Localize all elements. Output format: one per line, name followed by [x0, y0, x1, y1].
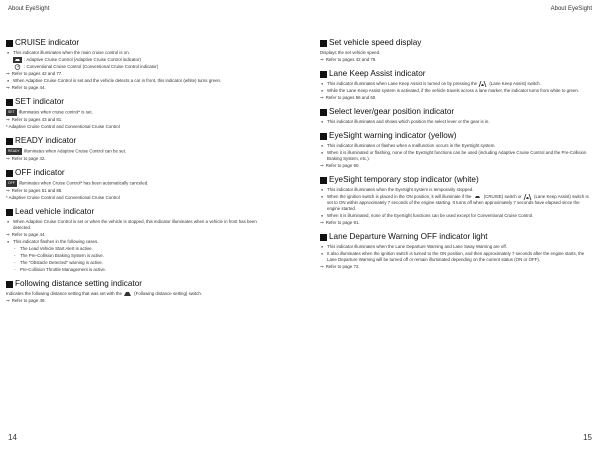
section-title: OFF indicator: [15, 168, 65, 178]
off-indicator-badge: OFF: [8, 181, 15, 186]
dash-item: - Pre-Collision Throttle Management is active.: [6, 267, 276, 273]
section-set-speed: [320, 38, 590, 63]
bullet-text: ● When it is illuminated, none of the EyeSight functions can be used except for Conventional Cruise Control.: [320, 213, 590, 219]
body-text: illuminates when Cruise Control* has been automatically canceled.: [18, 180, 149, 186]
section-title: Following distance setting indicator: [15, 279, 142, 289]
bullet-text: When the ignition switch is placed in the ON position, it will illuminate if the: [327, 194, 472, 200]
section-select-lever: [320, 107, 590, 125]
section-set: [6, 97, 276, 130]
refer-arrow-icon: ⇒: [6, 85, 10, 91]
section-title: Lane Departure Warning OFF indicator light: [329, 232, 488, 242]
section-title: CRUISE indicator: [15, 38, 80, 47]
page-number-left: 14: [8, 433, 17, 442]
refer-arrow-icon: ⇒: [6, 117, 10, 123]
section-ready: [6, 136, 276, 162]
icon-legend-text: : Adaptive Cruise Control (Adaptive Cruise Control indicator): [24, 57, 141, 63]
refer-arrow-icon: ⇒: [6, 188, 10, 194]
following-distance-icon: [123, 291, 132, 297]
dash-item: - The "Obstacle Detected" warning is active.: [6, 260, 276, 266]
section-following-distance: [6, 279, 276, 304]
section-title: Select lever/gear position indicator: [329, 107, 455, 117]
section-lane-keep: [320, 69, 590, 101]
bullet-text: (CRUISE) switch or: [483, 194, 522, 200]
reference-text: Refer to pages 51 and 85.: [11, 188, 63, 194]
bullet-text: ● This indicator illuminates and shows which position the select lever or the gear is in.: [320, 119, 590, 125]
running-header-right: About EyeSight: [550, 6, 592, 12]
cruise-switch-icon: [473, 194, 482, 200]
refer-arrow-icon: ⇒: [320, 57, 324, 62]
refer-arrow-icon: ⇒: [6, 156, 10, 162]
bullet-text: ● When it is illuminated or flashing, none of the EyeSight functions can be used (including Adaptive Cruise Control and the Pre-Collision Braking System, etc.).: [320, 150, 590, 162]
section-title: Set vehicle speed display: [329, 38, 422, 47]
reference-text: Refer to pages 43 and 81.: [11, 117, 63, 123]
section-title: Lane Keep Assist indicator: [329, 69, 426, 78]
bullet-text: ● This indicator illuminates when the main cruise control is on.: [6, 50, 276, 56]
page-number-right: 15: [583, 433, 592, 442]
reference-text: Refer to pages 42 and 79.: [325, 57, 377, 62]
square-bullet-icon: [6, 281, 13, 288]
refer-arrow-icon: ⇒: [320, 220, 324, 226]
bullet-text: ● This indicator flashes in the following cases.: [6, 239, 276, 245]
square-bullet-icon: [320, 71, 327, 78]
body-text: Displays the set vehicle speed.: [320, 50, 381, 55]
dash-item: - The Lead Vehicle Start Alert is active.: [6, 246, 276, 252]
dash-item: - The Pre-Collision Braking System is active.: [6, 253, 276, 259]
refer-arrow-icon: ⇒: [6, 232, 10, 238]
reference-text: Refer to page 44.: [11, 85, 46, 91]
section-temporary-stop: [320, 175, 590, 226]
section-title: EyeSight temporary stop indicator (white): [329, 175, 479, 185]
square-bullet-icon: [320, 109, 327, 116]
reference-text: Refer to page 42.: [11, 156, 46, 162]
section-title: Lead vehicle indicator: [15, 207, 95, 217]
square-bullet-icon: [320, 177, 327, 184]
reference-text: Refer to page 90.: [325, 163, 360, 169]
ready-indicator-badge: READY: [8, 149, 20, 154]
body-text: illuminates when cruise control* is set.: [18, 109, 93, 115]
square-bullet-icon: [6, 209, 13, 216]
footnote: * Adaptive Cruise Control and Conventional Cruise Control: [6, 195, 120, 201]
bullet-text: ● When Adaptive Cruise Control is set or when the vehicle is stopped, this indicator illuminates when a vehicle in front has been detected.: [6, 219, 276, 231]
adaptive-cruise-icon: [13, 57, 22, 63]
lane-keep-icon: [523, 194, 532, 200]
bullet-text: ● While the Lane Keep Assist system is activated, if the vehicle travels across a lane marker, the indicator turns from white to green.: [320, 88, 590, 94]
left-column: [6, 38, 276, 310]
square-bullet-icon: [6, 138, 13, 145]
conventional-cruise-icon: [13, 64, 22, 70]
refer-arrow-icon: ⇒: [320, 163, 324, 169]
body-text: illuminates when Adaptive Cruise Control can be set.: [23, 148, 127, 154]
section-warning: [320, 131, 590, 169]
footnote: * Adaptive Cruise Control and Conventional Cruise Control: [6, 124, 120, 130]
bullet-text: This indicator illuminates when Lane Keep Assist is turned on by pressing the: [327, 81, 478, 87]
square-bullet-icon: [6, 40, 13, 47]
square-bullet-icon: [6, 170, 13, 177]
section-title: EyeSight warning indicator (yellow): [329, 131, 457, 141]
bullet-text: ● When Adaptive Cruise Control is set and the vehicle detects a car in front, this indicator (white) turns green.: [6, 78, 276, 84]
bullet-text: (Lane Keep Assist) switch.: [489, 81, 541, 87]
body-text: (Following distance setting) switch.: [134, 291, 203, 297]
set-indicator-badge: SET: [8, 110, 15, 115]
body-text: Indicates the following distance setting that was set with the: [6, 291, 122, 297]
reference-text: Refer to page 49.: [11, 298, 46, 304]
reference-text: Refer to page 44.: [11, 232, 46, 238]
section-lead-vehicle: [6, 207, 276, 273]
bullet-text: ● This indicator illuminates when the EyeSight system is temporarily stopped.: [320, 187, 590, 193]
lane-keep-icon: [478, 81, 487, 87]
reference-text: Refer to pages 56 and 60.: [325, 95, 377, 101]
bullet-text: ● This indicator illuminates or flashes when a malfunction occurs in the EyeSight system.: [320, 143, 590, 149]
section-title: READY indicator: [15, 136, 77, 146]
running-header-left: About EyeSight: [8, 6, 50, 12]
refer-arrow-icon: ⇒: [6, 71, 10, 77]
refer-arrow-icon: ⇒: [320, 95, 324, 101]
section-cruise: [6, 38, 276, 91]
section-off: [6, 168, 276, 201]
reference-text: Refer to page 91.: [325, 220, 360, 226]
square-bullet-icon: [6, 99, 13, 106]
reference-text: Refer to page 72.: [325, 264, 360, 270]
bullet-text: ● This indicator illuminates when the Lane Departure Warning and Lane Sway Warning are off.: [320, 244, 590, 250]
section-title: SET indicator: [15, 97, 64, 107]
bullet-text: ● It also illuminates when the ignition switch is turned to the ON position, and then approximately 7 seconds after the engine starts, the Lane Departure Warning will be turned off or remain illuminated depending on the current status (ON or OFF).: [320, 251, 590, 263]
reference-text: Refer to pages 42 and 77.: [11, 71, 63, 77]
square-bullet-icon: [320, 40, 327, 47]
refer-arrow-icon: ⇒: [320, 264, 324, 270]
square-bullet-icon: [320, 133, 327, 140]
section-lane-departure-off: [320, 232, 590, 270]
bullet-text: (Lane Keep Assist) switch is set to ON within approximately 7 seconds of the engine starting. It turns off when approximately 7 seconds have elapsed since the engine started.: [327, 194, 589, 212]
icon-legend-text: : Conventional Cruise Control (Conventional Cruise Control indicator): [24, 64, 159, 70]
right-column: [320, 38, 590, 276]
refer-arrow-icon: ⇒: [6, 298, 10, 304]
square-bullet-icon: [320, 234, 327, 241]
